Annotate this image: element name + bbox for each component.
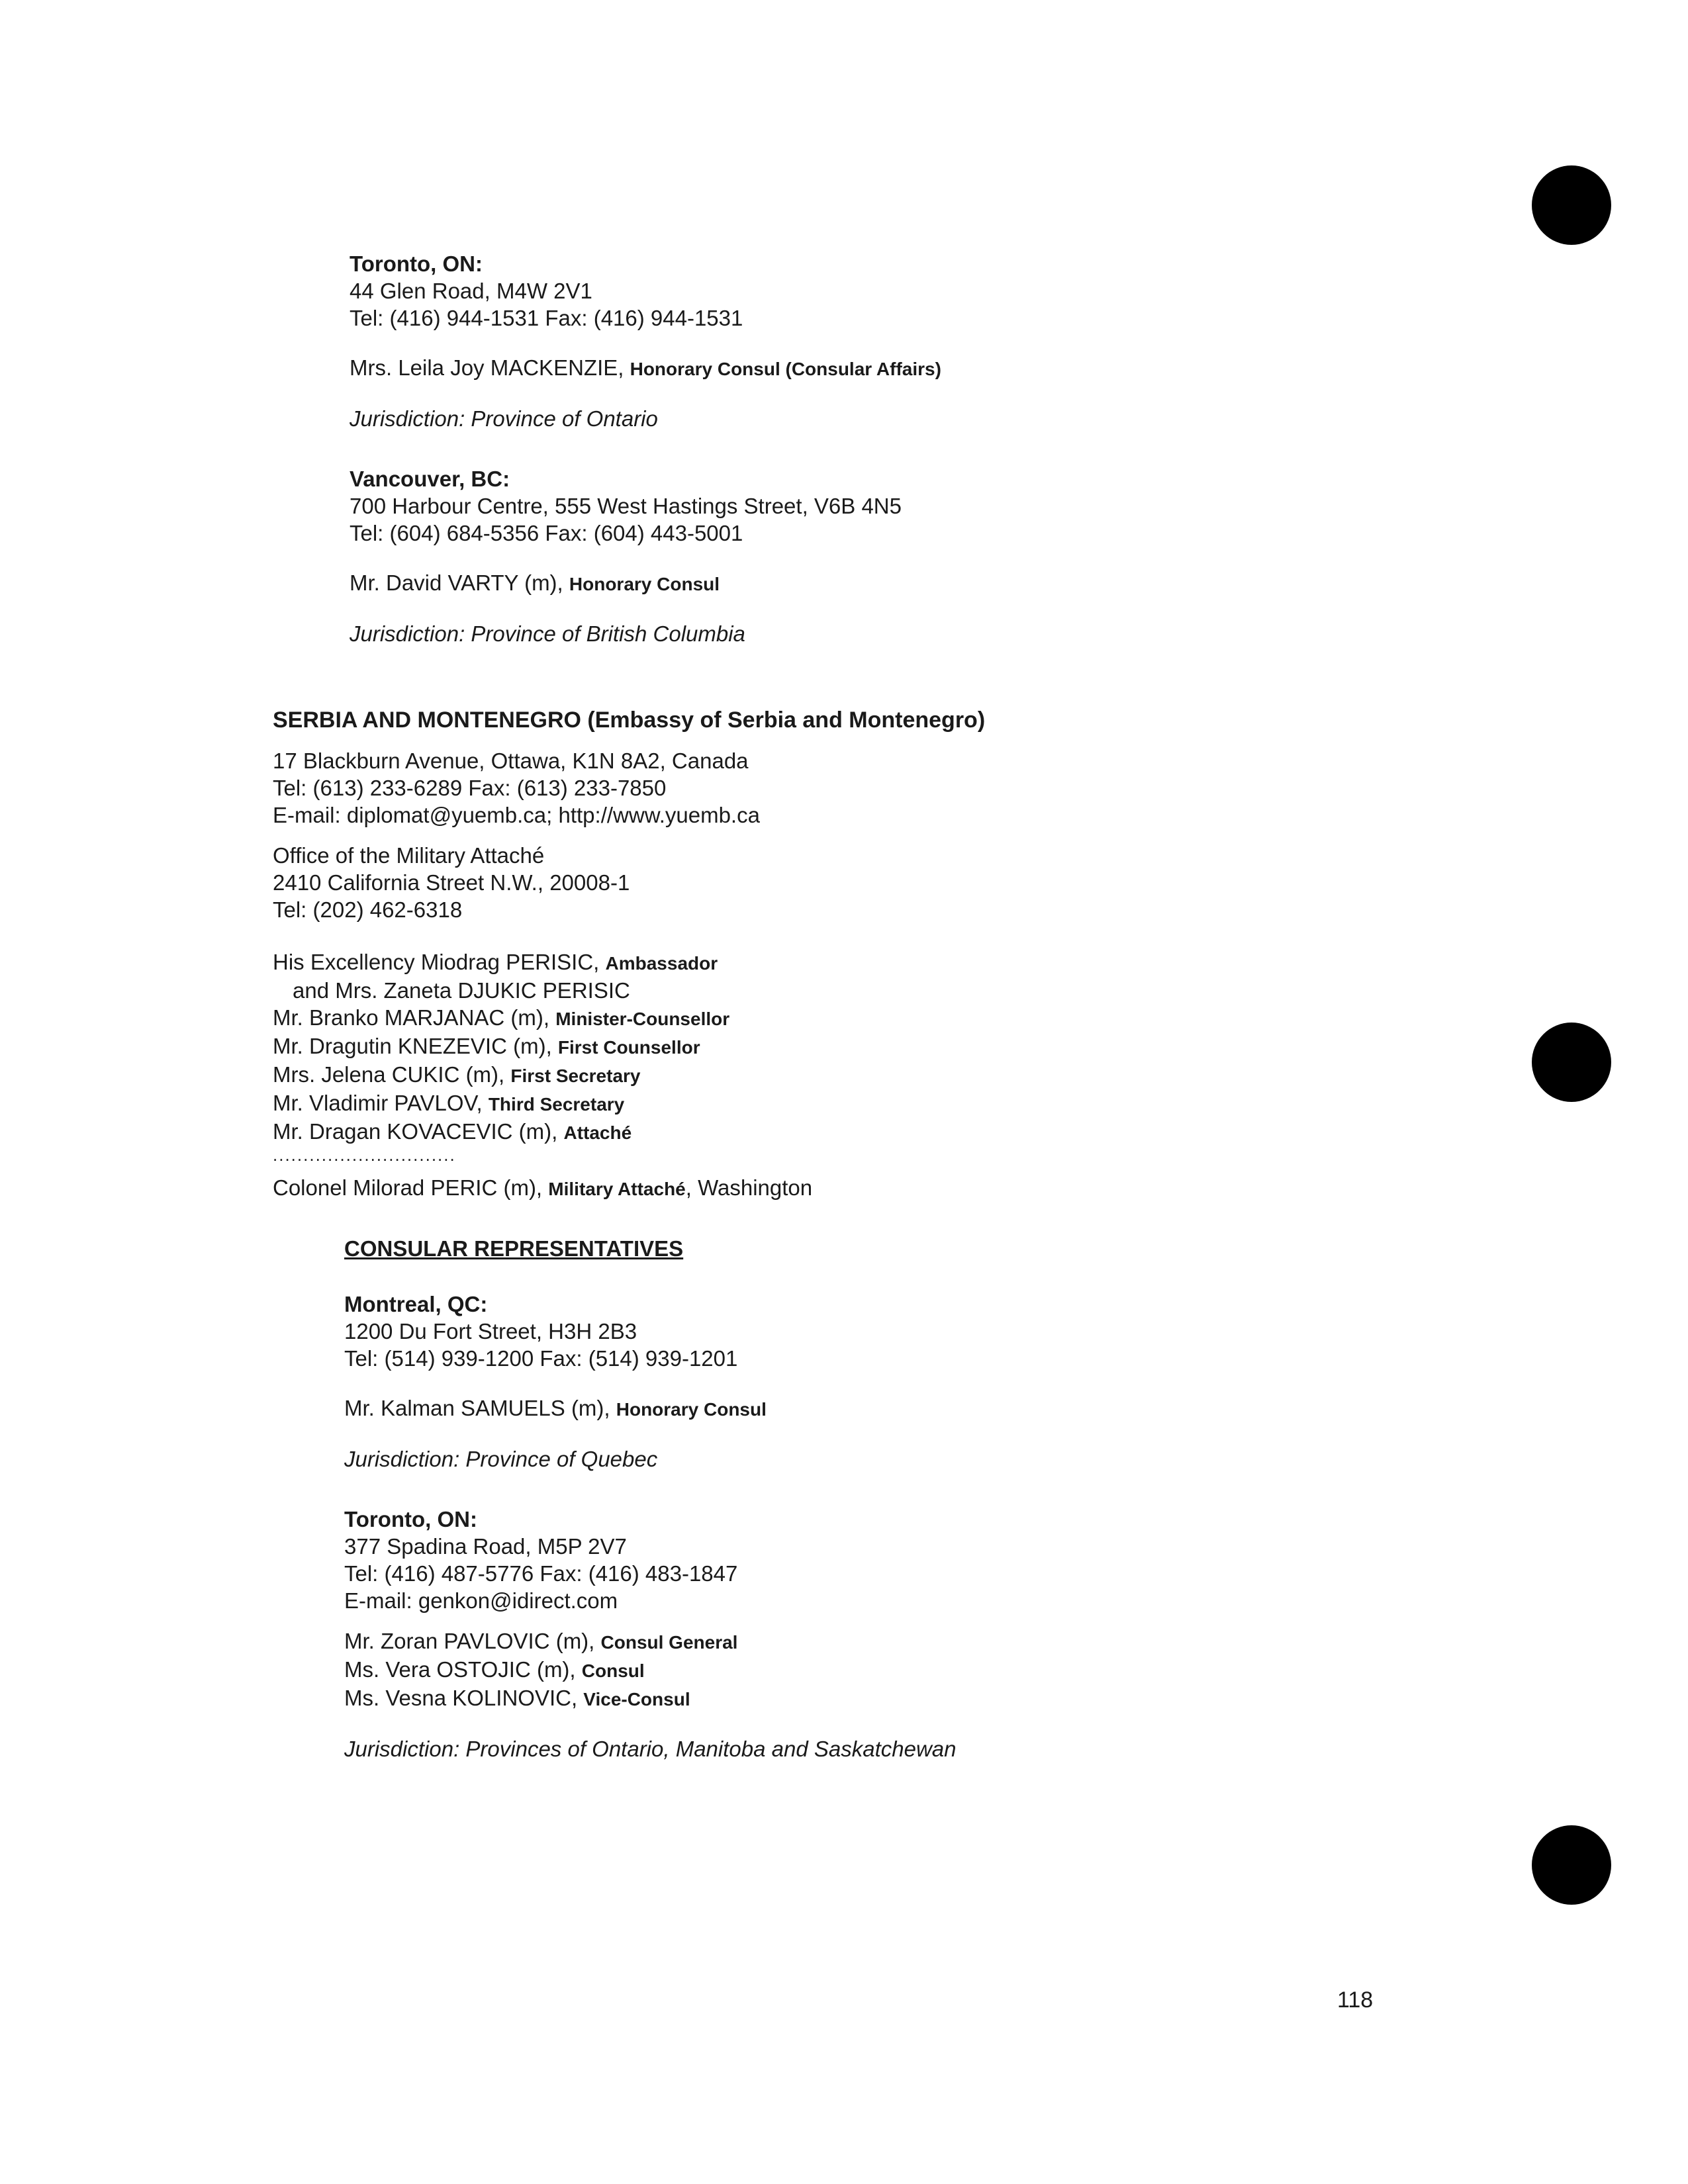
jurisdiction-line: Jurisdiction: Province of British Columbia [350,621,745,646]
city-heading: Vancouver, BC: [350,467,510,491]
office-address: 2410 California Street N.W., 20008-1 [273,870,630,895]
staff-row: and Mrs. Zaneta DJUKIC PERISIC [293,978,630,1003]
staff-row: Mr. Dragan KOVACEVIC (m), Attaché [273,1119,632,1144]
staff-row: Mrs. Jelena CUKIC (m), First Secretary [273,1062,641,1087]
staff-row: Mr. Dragutin KNEZEVIC (m), First Counsellor [273,1034,700,1058]
phone-line: Tel: (604) 684-5356 Fax: (604) 443-5001 [350,521,743,545]
staff-row: Mr. Branko MARJANAC (m), Minister-Counsellor [273,1005,730,1030]
consular-heading-block [344,1236,683,1261]
page-number: 118 [1337,1987,1374,2013]
office-name: Office of the Military Attaché [273,843,545,868]
city-heading: Toronto, ON: [350,251,483,276]
phone-line: Tel: (514) 939-1200 Fax: (514) 939-1201 [344,1346,738,1371]
person-title: Honorary Consul [569,574,720,594]
punch-hole-top [1532,165,1611,245]
city-heading: Toronto, ON: [344,1507,477,1531]
address-line: 44 Glen Road, M4W 2V1 [350,279,592,303]
city-heading: Montreal, QC: [344,1292,488,1316]
montreal-section [344,1291,767,1473]
person-name: Mr. David VARTY (m), [350,570,569,595]
address-line: 377 Spadina Road, M5P 2V7 [344,1534,627,1559]
person-line [350,354,941,383]
jurisdiction-line: Jurisdiction: Province of Ontario [350,406,658,431]
toronto-section-2 [344,1506,956,1762]
phone-line: Tel: (416) 487-5776 Fax: (416) 483-1847 [344,1561,738,1586]
staff-row: Mr. Vladimir PAVLOV, Third Secretary [273,1091,625,1115]
office-phone: Tel: (202) 462-6318 [273,897,463,922]
person-title: Honorary Consul [616,1399,767,1420]
country-heading: SERBIA AND MONTENEGRO (Embassy of Serbia and Montenegro) [273,707,986,733]
person-name: Mr. Kalman SAMUELS (m), [344,1396,616,1420]
person-line [350,569,902,598]
vancouver-section [350,465,902,647]
military-attache-line: Colonel Milorad PERIC (m), Military Attaché, Washington [273,1175,813,1200]
address-line: 1200 Du Fort Street, H3H 2B3 [344,1319,637,1343]
punch-hole-middle [1532,1023,1611,1102]
separator-dots: .............................. [273,1145,456,1165]
person-name: Mrs. Leila Joy MACKENZIE, [350,355,630,380]
embassy-email: E-mail: diplomat@yuemb.ca; http://www.yuemb.ca [273,803,760,827]
consular-heading: CONSULAR REPRESENTATIVES [344,1236,684,1261]
toronto-section-1 [350,250,941,432]
staff-row: His Excellency Miodrag PERISIC, Ambassador [273,950,718,974]
person-line: Mr. Zoran PAVLOVIC (m), Consul General [344,1629,738,1653]
jurisdiction-line: Jurisdiction: Province of Quebec [344,1447,658,1471]
embassy-phone: Tel: (613) 233-6289 Fax: (613) 233-7850 [273,776,667,800]
person-title: Honorary Consul (Consular Affairs) [630,359,941,379]
serbia-section [273,706,985,1203]
person-line: Ms. Vera OSTOJIC (m), Consul [344,1657,645,1682]
jurisdiction-line: Jurisdiction: Provinces of Ontario, Manitoba and Saskatchewan [344,1737,957,1761]
email-line: E-mail: genkon@idirect.com [344,1588,618,1613]
person-line: Ms. Vesna KOLINOVIC, Vice-Consul [344,1686,690,1710]
person-line [344,1394,767,1423]
punch-hole-bottom [1532,1825,1611,1905]
address-line: 700 Harbour Centre, 555 West Hastings Street, V6B 4N5 [350,494,902,518]
phone-line: Tel: (416) 944-1531 Fax: (416) 944-1531 [350,306,743,330]
embassy-address: 17 Blackburn Avenue, Ottawa, K1N 8A2, Canada [273,749,749,773]
